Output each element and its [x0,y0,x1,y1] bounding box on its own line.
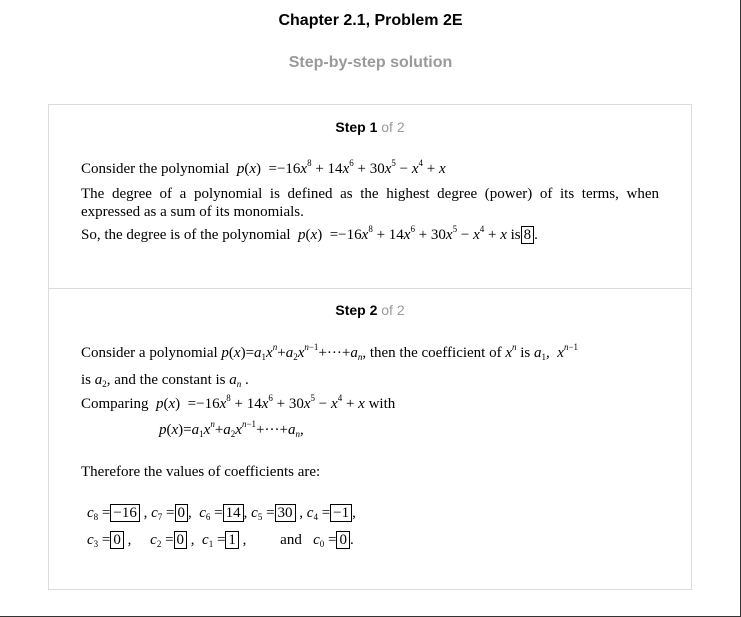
coef-c5-box: 30 [275,504,296,522]
step-2-consider-line: Consider a polynomial $p(x)=a_1x^n+a_2x^{n-1}+\cdot\cdot\cdot+a_n$, then the coefficient of $x^n$ is $a_1$, $x^{n-1}$ [81,342,579,362]
step-2-label: Step 2 [335,302,378,318]
coef-c0-box: 0 [336,531,350,549]
step-2-comparing-line: Comparing $p(x) =-16x^8 + 14x^6 + 30x^5 - x^4 + x$ with [81,393,396,412]
general-polynomial-line: $p(x)=a_1x^n+a_2x^{n-1}+\cdot\cdot\cdot+a_n$, [159,419,304,439]
degree-definition: The degree of a polynomial is defined as the highest degree (power) of its terms, when expressed as a sum of its monomials. [81,186,659,220]
step-1-consider-line: Consider the polynomial $p(x) =-16x^8 + 14x^6 + 30x^5 - x^4 + x$ [81,158,446,177]
step-1-count: of 2 [381,119,405,135]
coefficients-row-1: $c_8 = -16$ , $c_7 = 0$ , $c_6 = 14$ , $c_5 = 30$ , $c_4 = -1$ , [87,505,356,522]
coefficients-row-2: $c_3 = 0$ , $c_2 = 0$ , $c_1 = 1$ , and $c_0 = 0$ . [87,532,354,549]
coef-c7-box: 0 [175,504,189,522]
step-1-conclusion-line: So, the degree is of the polynomial $p(x) =-16x^8 + 14x^6 + 30x^5 - x^4 + x$ is 8 . [81,224,538,243]
degree-answer-box: 8 [521,226,535,244]
page-title: Chapter 2.1, Problem 2E [278,12,463,29]
coef-c1-box: 1 [225,531,239,549]
step-2-count: of 2 [381,302,405,318]
coef-c3-box: 0 [110,531,124,549]
step-1-heading [49,119,691,135]
step-divider [49,288,691,289]
coef-c6-box: 14 [223,504,244,522]
coef-c4-box: −1 [330,504,352,522]
page-subtitle: Step-by-step solution [288,54,453,71]
step-1-label: Step 1 [335,119,378,135]
step-2-heading [49,302,691,318]
coef-c2-box: 0 [174,531,188,549]
coef-c8-box: −16 [110,504,139,522]
step-2-constant-line: is $a_2$, and the constant is $a_n$ . [81,372,249,389]
solution-card [48,104,692,590]
therefore-line: Therefore the values of coefficients are: [81,464,321,480]
